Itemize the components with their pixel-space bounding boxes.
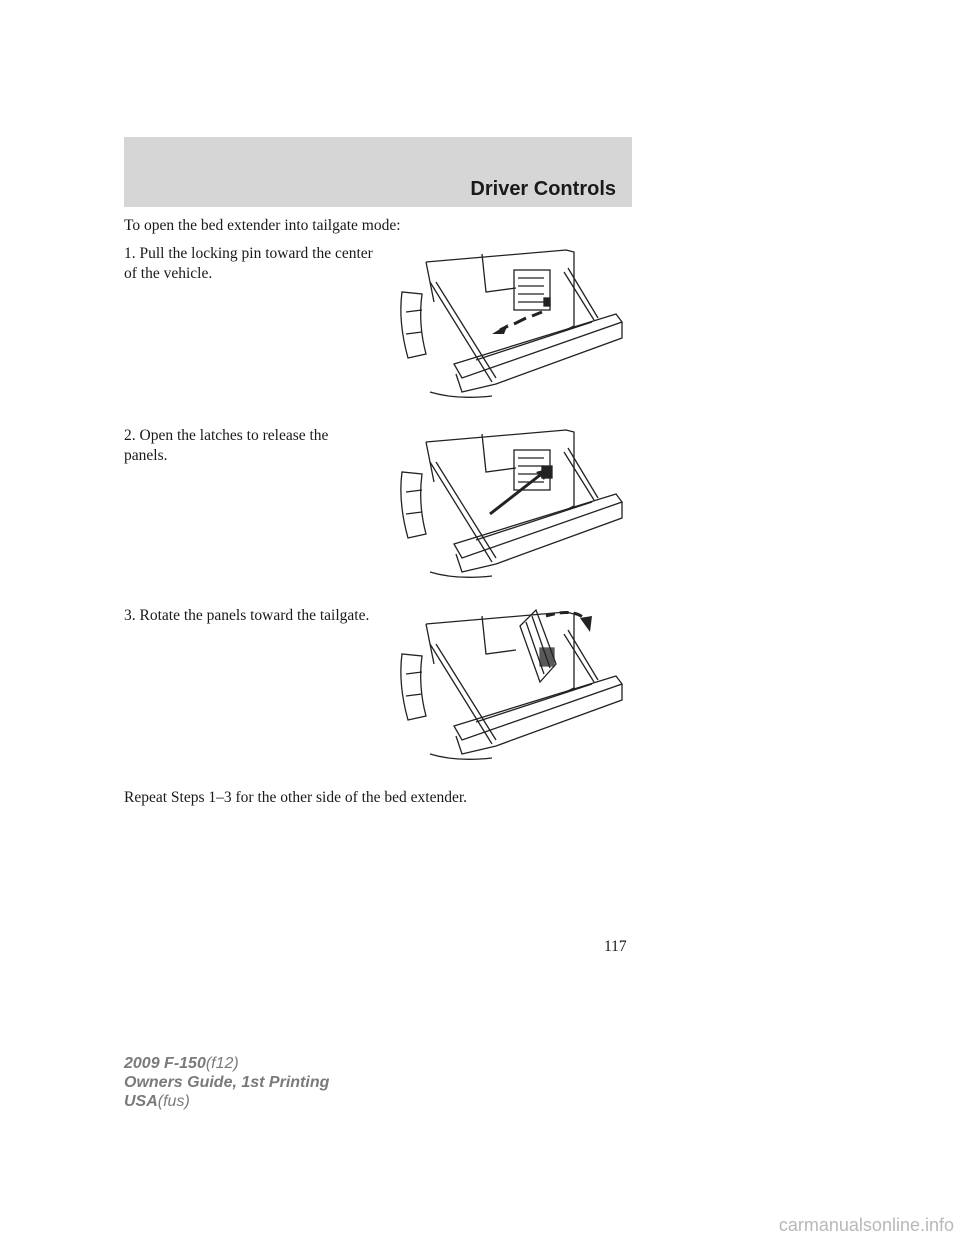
page-number: 117 — [604, 938, 627, 955]
footer-market: USA — [124, 1093, 158, 1110]
intro-text: To open the bed extender into tailgate mode: — [124, 217, 401, 234]
step-3-illustration — [396, 604, 632, 764]
section-header-band — [124, 137, 632, 207]
step-1-text: 1. Pull the locking pin toward the center of the vehicle. — [124, 245, 373, 282]
step-2-illustration — [396, 422, 632, 582]
section-title: Driver Controls — [470, 178, 616, 200]
footer-model-code: (f12) — [205, 1055, 239, 1072]
step-2-text: 2. Open the latches to release the panels. — [124, 427, 329, 464]
footer-model: 2009 F-150 — [124, 1055, 206, 1072]
print-footer — [124, 1054, 329, 1111]
footer-market-code: (fus) — [157, 1093, 190, 1110]
closing-text: Repeat Steps 1–3 for the other side of the bed extender. — [124, 789, 468, 806]
footer-edition: Owners Guide, 1st Printing — [124, 1074, 330, 1091]
watermark: carmanualsonline.info — [778, 1215, 954, 1235]
step-1-illustration — [396, 242, 632, 402]
step-3-text: 3. Rotate the panels toward the tailgate. — [124, 607, 370, 624]
